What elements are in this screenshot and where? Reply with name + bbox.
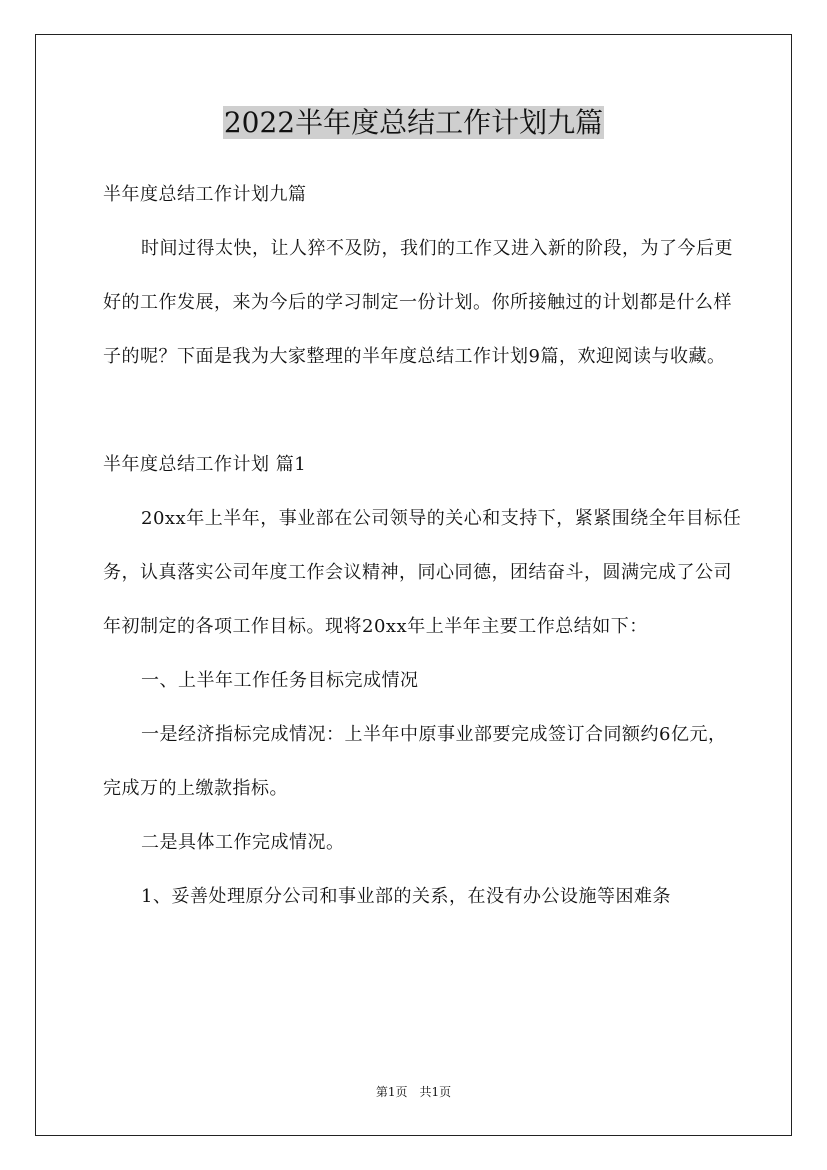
sub-heading: 一、上半年工作任务目标完成情况 — [141, 670, 419, 691]
document-body — [103, 168, 743, 924]
document-subtitle: 半年度总结工作计划九篇 — [103, 184, 307, 205]
body-paragraph: 二是具体工作完成情况。 — [141, 832, 345, 853]
section-heading: 半年度总结工作计划 篇1 — [103, 454, 307, 475]
paragraph-gap — [103, 384, 743, 438]
body-paragraph: 1、妥善处理原分公司和事业部的关系，在没有办公设施等困难条 — [141, 886, 671, 907]
page-footer: 第1页 共1页 — [375, 1085, 452, 1099]
body-paragraph: 20xx年上半年，事业部在公司领导的关心和支持下，紧紧围绕全年目标任务，认真落实公司年度工作会议精神，同心同德，团结奋斗，圆满完成了公司年初制定的各项工作目标。现将20xx年上半年主要工作总结如下： — [103, 508, 742, 637]
intro-paragraph: 时间过得太快，让人猝不及防，我们的工作又进入新的阶段，为了今后更好的工作发展，来为今后的学习制定一份计划。你所接触过的计划都是什么样子的呢？下面是我为大家整理的半年度总结工作计划9篇，欢迎阅读与收藏。 — [103, 238, 733, 367]
document-title-text: 2022半年度总结工作计划九篇 — [223, 106, 604, 139]
document-title — [0, 103, 827, 143]
body-paragraph: 一是经济指标完成情况：上半年中原事业部要完成签订合同额约6亿元，完成万的上缴款指标。 — [103, 724, 727, 799]
